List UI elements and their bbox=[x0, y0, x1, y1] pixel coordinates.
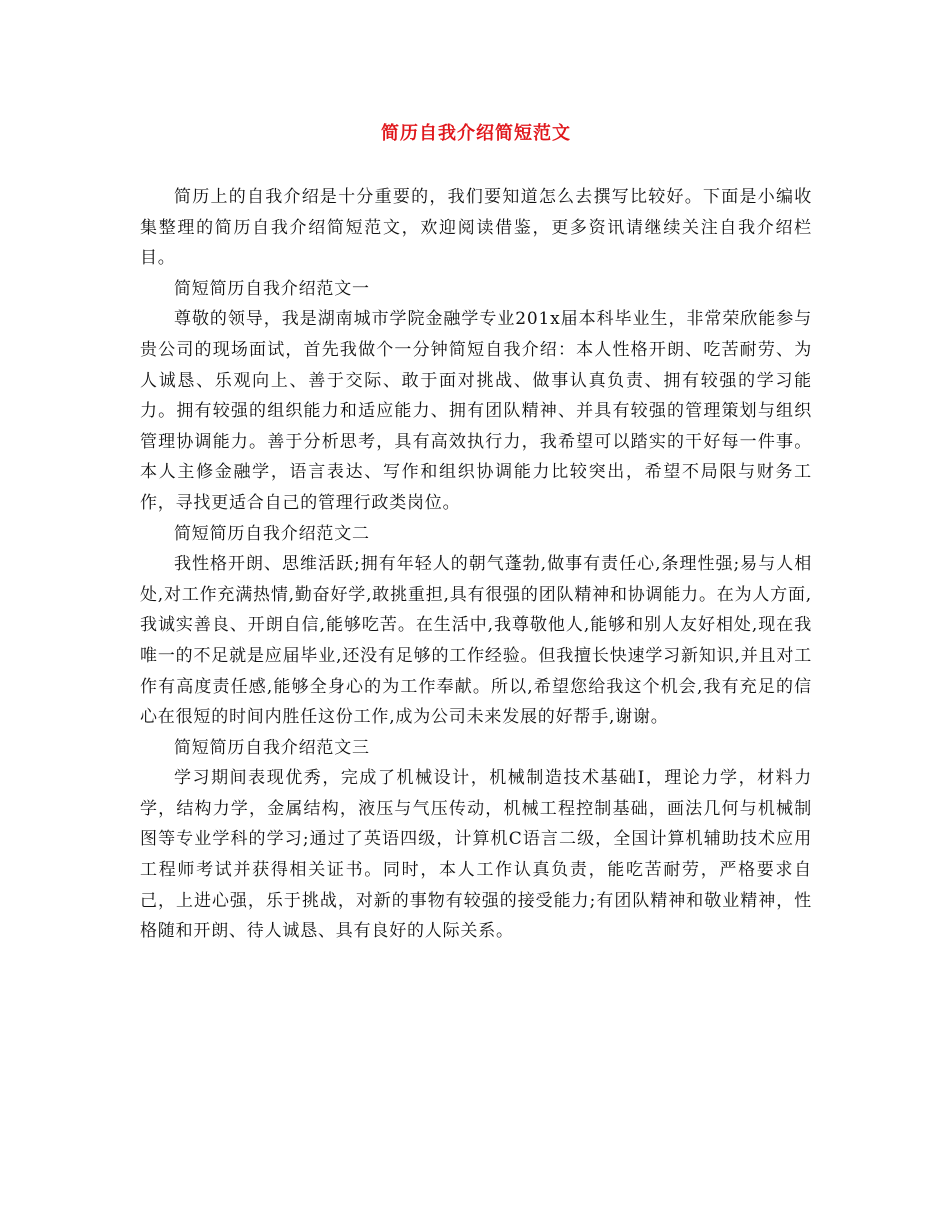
document-page bbox=[140, 120, 812, 947]
section-body-2: 我性格开朗、思维活跃;拥有年轻人的朝气蓬勃,做事有责任心,条理性强;易与人相处,对工作充满热情,勤奋好学,敢挑重担,具有很强的团队精神和协调能力。在为人方面,我诚实善良、开朗自信,能够吃苦。在生活中,我尊敬他人,能够和别人友好相处,现在我唯一的不足就是应届毕业,还没有足够的工作经验。但我擅长快速学习新知识,并且对工作有高度责任感,能够全身心的为工作奉献。所以,希望您给我这个机会,我有充足的信心在很短的时间内胜任这份工作,成为公司未来发展的好帮手,谢谢。 bbox=[140, 554, 812, 728]
section-body-3: 学习期间表现优秀，完成了机械设计，机械制造技术基础Ⅰ，理论力学，材料力学，结构力学，金属结构，液压与气压传动，机械工程控制基础，画法几何与机械制图等专业学科的学习;通过了英语四级，计算机C语言二级，全国计算机辅助技术应用工程师考试并获得相关证书。同时，本人工作认真负责，能吃苦耐劳，严格要求自己，上进心强，乐于挑战，对新的事物有较强的接受能力;有团队精神和敬业精神，性格随和开朗、待人诚恳、具有良好的人际关系。 bbox=[140, 768, 812, 942]
section-body-1: 尊敬的领导，我是湖南城市学院金融学专业201x届本科毕业生，非常荣欣能参与贵公司的现场面试，首先我做个一分钟简短自我介绍：本人性格开朗、吃苦耐劳、为人诚恳、乐观向上、善于交际、敢于面对挑战、做事认真负责、拥有较强的学习能力。拥有较强的组织能力和适应能力、拥有团队精神、并具有较强的管理策划与组织管理协调能力。善于分析思考，具有高效执行力，我希望可以踏实的干好每一件事。本人主修金融学，语言表达、写作和组织协调能力比较突出，希望不局限与财务工作，寻找更适合自己的管理行政类岗位。 bbox=[140, 309, 812, 513]
intro-paragraph: 简历上的自我介绍是十分重要的，我们要知道怎么去撰写比较好。下面是小编收集整理的简历自我介绍简短范文，欢迎阅读借鉴，更多资讯请继续关注自我介绍栏目。 bbox=[140, 187, 812, 269]
section-heading-3: 简短简历自我介绍范文三 bbox=[174, 737, 370, 758]
document-title: 简历自我介绍简短范文 bbox=[381, 123, 571, 144]
section-heading-2: 简短简历自我介绍范文二 bbox=[174, 523, 370, 544]
section-heading-1: 简短简历自我介绍范文一 bbox=[174, 278, 370, 299]
